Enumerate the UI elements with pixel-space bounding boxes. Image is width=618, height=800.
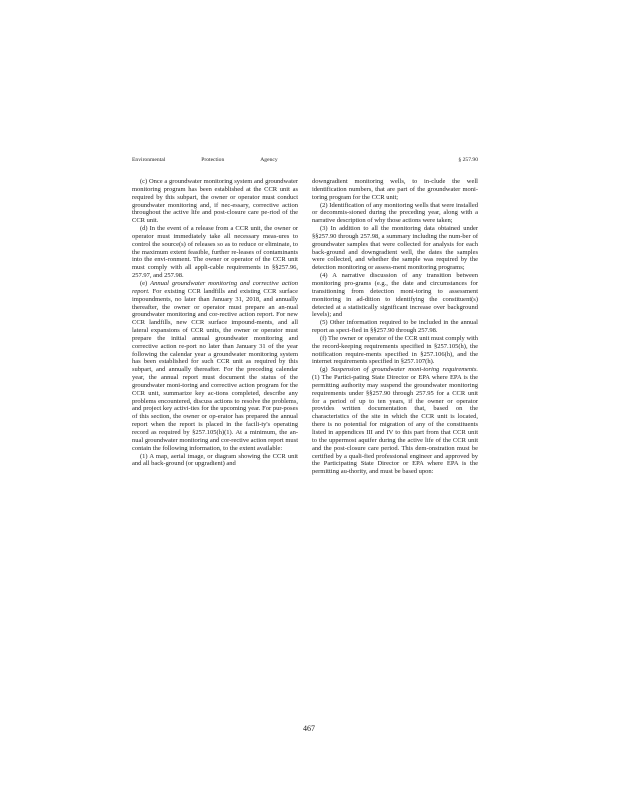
paragraph-text: (d) In the event of a release from a CCR unit, the owner or operator must immediately take all necessary meas-ures to control the source(s) of releases so as to reduce or eliminate, to the maximum extent feasible, further re-leases of contaminants into the envi-ronment. The owner or operator of the CCR unit must comply with all appli-cable requirements in §§257.96, 257.97, and 257.98.	[132, 225, 298, 280]
agency-word-2: Protection	[201, 157, 225, 163]
paragraph-text: (5) Other information required to be included in the annual report as speci-fied in §§257.90 through 257.98.	[312, 319, 478, 335]
paragraph-lead: (g)	[320, 366, 328, 374]
paragraph	[312, 178, 478, 202]
paragraph	[132, 178, 298, 225]
paragraph-text: (2) Identification of any monitoring wells that were installed or decommis-sioned during the preceding year, along with a narrative description of why those actions were taken;	[312, 201, 478, 225]
paragraph	[312, 366, 478, 476]
paragraph-text: For existing CCR landfills and existing CCR surface impoundments, no later than January 31, 2018, and annually thereafter, the owner or operator must prepare an an-nual groundwater monitoring and cor-rective action report. For new CCR landfills, new CCR surface impound-ments, and all lateral expansions of CCR units, the owner or operator must prepare the initial annual groundwater monitoring and corrective action re-port no later than January 31 of the year following the calendar year a groundwater monitoring system has been established for such CCR unit as required by this subpart, and annually thereafter. For the preceding calendar year, the annual report must document the status of the groundwater moni-toring and corrective action program for the CCR unit, summarize key ac-tions completed, describe any problems encountered, discuss actions to resolve the problems, and project key activi-ties for the upcoming year. For pur-poses of this section, the owner or op-erator has prepared the annual report when the report is placed in the facili-ty's operating record as required by §257.105(h)(1). At a minimum, the an-nual groundwater monitoring and cor-rective action report must contain the following information, to the extent available:	[132, 287, 298, 452]
paragraph	[132, 453, 298, 469]
paragraph-text: (3) In addition to all the monitoring data obtained under §§257.90 through 257.98, a summary including the num-ber of groundwater samples that were collected for analysis for each back-ground and downgradient well, the dates the samples were collected, and whether the sample was required by the detection monitoring or assess-ment monitoring programs;	[312, 225, 478, 272]
paragraph	[312, 272, 478, 319]
paragraph	[132, 280, 298, 453]
left-column	[132, 178, 298, 468]
paragraph-text: (1) The Partici-pating State Director or EPA where EPA is the permitting authority may suspend the groundwater monitoring requirements under §§257.90 through 257.95 for a CCR unit for a period of up to ten years, if the owner or operator provides written documentation that, based on the characteristics of the site in which the CCR unit is located, there is no potential for migration of any of the constituents listed in appendices III and IV to this part from that CCR unit to the uppermost aquifer during the active life of the CCR unit and the post-closure care period. This dem-onstration must be certified by a quali-fied professional engineer and approved by the Participating State Director or EPA where EPA is the permitting au-thority, and must be based upon:	[312, 374, 478, 476]
paragraph-text: (f) The owner or operator of the CCR unit must comply with the record-keeping requirements specified in §257.105(h), the notification require-ments specified in §257.106(h), and the internet requirements specified in §257.107(h).	[312, 334, 478, 366]
page-number: 467	[303, 724, 315, 733]
paragraph	[312, 319, 478, 335]
agency-word-3: Agency	[260, 157, 278, 163]
paragraph-heading: Annual groundwater monitoring and corrective action report.	[132, 279, 298, 295]
paragraph-text: downgradient monitoring wells, to in-clude the well identification numbers, that are part of the groundwater moni-toring program for the CCR unit;	[312, 178, 478, 201]
paragraph-heading: Suspension of groundwater moni-toring requirements.	[330, 366, 478, 374]
paragraph-text: (1) A map, aerial image, or diagram showing the CCR unit and all back-ground (or upgradient) and	[132, 452, 298, 468]
section-number: § 257.90	[458, 157, 478, 163]
paragraph	[312, 335, 478, 366]
right-column	[312, 178, 478, 476]
paragraph-text: (4) A narrative discussion of any transition between monitoring pro-grams (e.g., the date and circumstances for transitioning from detection moni-toring to assessment monitoring in ad-dition to identifying the constituent(s) detected at a statistically significant increase over background levels); and	[312, 272, 478, 319]
paragraph-lead: (e)	[140, 279, 148, 287]
paragraph	[132, 225, 298, 280]
paragraph	[312, 225, 478, 272]
running-head	[132, 157, 478, 163]
paragraph	[312, 202, 478, 226]
paragraph-text: (c) Once a groundwater monitoring system and groundwater monitoring program has been established at the CCR unit as required by this subpart, the owner or operator must conduct groundwater monitoring and, if nec-essary, corrective action throughout the active life and post-closure care pe-riod of the CCR unit.	[132, 178, 298, 225]
agency-word-1: Environmental	[132, 157, 166, 163]
running-head-agency	[132, 157, 278, 163]
